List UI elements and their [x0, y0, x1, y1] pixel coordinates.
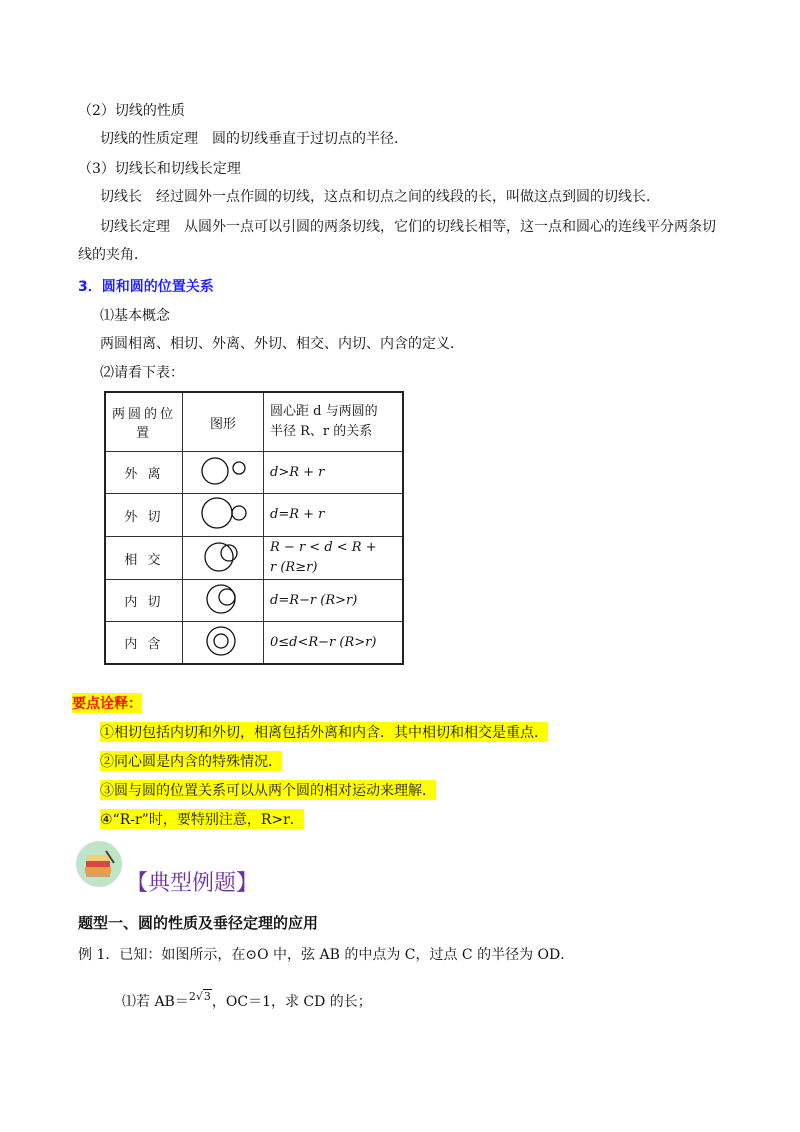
table-row [105, 537, 403, 580]
paragraph-definitions: 两圆相离、相切、外离、外切、相交、内切、内含的定义． [100, 336, 464, 352]
heading-circle-circle-relation: 3．圆和圆的位置关系 [78, 279, 214, 295]
table-row [105, 452, 403, 494]
row-relation: R − r < d < R + r (R≥r) [264, 537, 404, 580]
table-row [105, 580, 403, 622]
question-1: ⑴若 AB＝$^{2√3}$，OC＝1，求 CD 的长； [122, 990, 372, 1010]
type-heading: 题型一、圆的性质及垂径定理的应用 [78, 914, 319, 932]
figure-separate [183, 452, 264, 494]
internal-tangent-circles-figure [193, 581, 253, 617]
row-name: 内 切 [105, 580, 183, 622]
example-statement: 例 1．已知：如图所示，在⊙O 中，弦 AB 的中点为 C，过点 C 的半径为 OD． [78, 947, 575, 963]
notes-title: 要点诠释： [72, 693, 142, 713]
note-item: ④“R-r”时，要特别注意，R>r． [100, 809, 304, 829]
intersecting-circles-figure [193, 537, 253, 575]
row-relation: 0≤d<R−r (R>r) [264, 622, 404, 665]
circle-relation-table [104, 391, 404, 665]
formula-coefficient: 2 [188, 990, 196, 1003]
paragraph-see-table: ⑵请看下表： [100, 365, 184, 381]
header-figure: 图形 [183, 392, 264, 452]
paragraph-tangent-length-theorem-cont: 线的夹角． [78, 247, 148, 263]
header-position: 两圆的位置 [105, 392, 183, 452]
paragraph-tangent-length-theorem: 切线长定理 从圆外一点可以引圆的两条切线，它们的切线长相等，这一点和圆心的连线平分两条切 [100, 219, 716, 235]
row-name: 相 交 [105, 537, 183, 580]
table-row [105, 494, 403, 537]
section-title: 【典型例题】 [126, 871, 259, 896]
note-item: ①相切包括内切和外切，相离包括外离和内含．其中相切和相交是重点． [100, 722, 548, 742]
figure-internal-tangent [183, 580, 264, 622]
figure-contain [183, 622, 264, 665]
table-header-row [105, 392, 403, 452]
figure-intersect [183, 537, 264, 580]
row-name: 外 切 [105, 494, 183, 537]
subheading-tangent-property: （2）切线的性质 [78, 103, 185, 119]
row-relation: d>R + r [264, 452, 404, 494]
book-icon [76, 841, 122, 887]
subheading-tangent-length: （3）切线长和切线长定理 [78, 161, 241, 177]
row-relation: d=R−r (R>r) [264, 580, 404, 622]
subheading-basic-concept: ⑴基本概念 [100, 308, 170, 324]
paragraph-tangent-length: 切线长 经过圆外一点作圆的切线，这点和切点之间的线段的长，叫做这点到圆的切线长． [100, 189, 660, 205]
contained-circles-figure [193, 623, 253, 659]
row-name: 外 离 [105, 452, 183, 494]
note-item: ②同心圆是内含的特殊情况． [100, 751, 282, 771]
separate-circles-figure [193, 454, 253, 488]
figure-external-tangent [183, 494, 264, 537]
external-tangent-circles-figure [193, 494, 253, 532]
row-relation: d=R + r [264, 494, 404, 537]
table-row [105, 622, 403, 665]
formula-radicand: 3 [203, 990, 211, 1003]
header-relation: 圆心距 d 与两圆的 半径 R、r 的关系 [264, 392, 404, 452]
row-name: 内 含 [105, 622, 183, 665]
paragraph-tangent-theorem: 切线的性质定理 圆的切线垂直于过切点的半径． [100, 131, 408, 147]
note-item: ③圆与圆的位置关系可以从两个圆的相对运动来理解． [100, 780, 436, 800]
